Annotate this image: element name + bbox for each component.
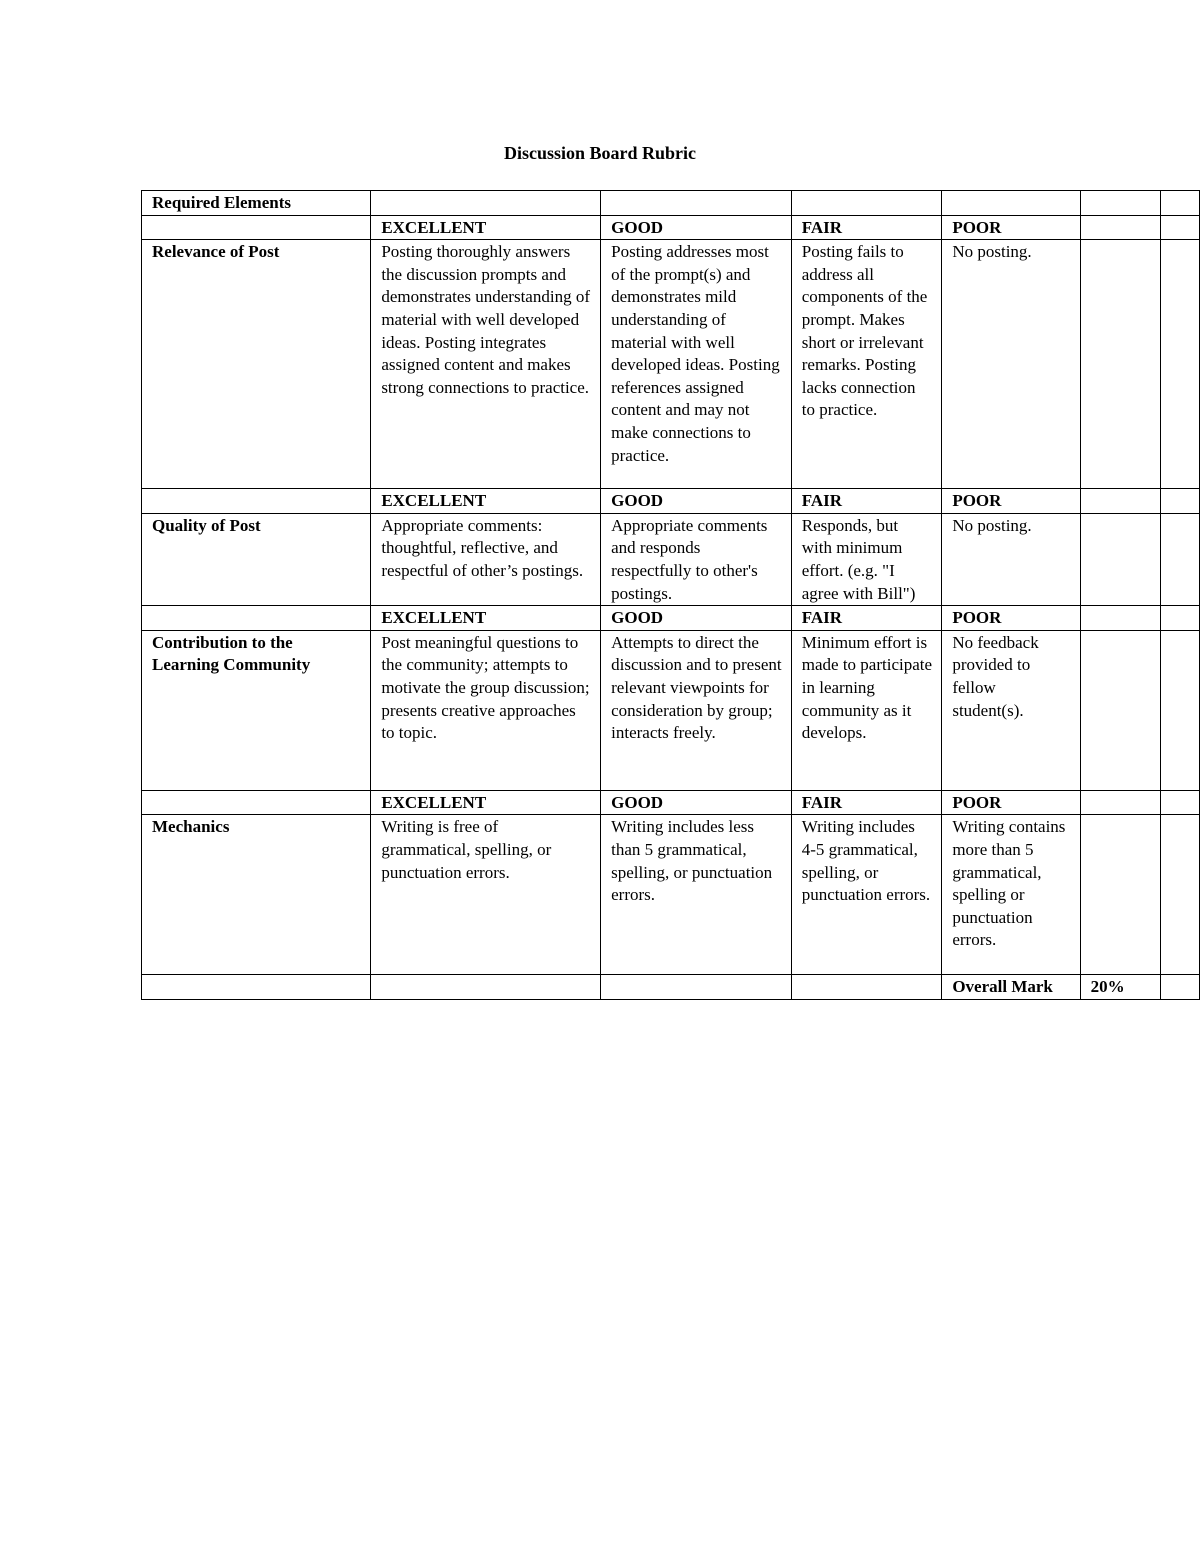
- criterion-row: [142, 815, 1200, 975]
- empty-cell: [1161, 191, 1200, 216]
- fair-descriptor: Writing includes 4-5 grammatical, spelling, or punctuation errors.: [791, 815, 942, 975]
- level-good: GOOD: [601, 489, 792, 514]
- fair-descriptor: Posting fails to address all components of the prompt. Makes short or irrelevant remarks. Posting lacks connection to practice.: [791, 240, 942, 489]
- empty-cell: [142, 489, 371, 514]
- empty-cell: [1161, 790, 1200, 815]
- fair-descriptor: Minimum effort is made to participate in learning community as it develops.: [791, 630, 942, 790]
- empty-cell: [942, 191, 1080, 216]
- overall-row: [142, 975, 1200, 1000]
- empty-cell: [601, 975, 792, 1000]
- empty-cell: [1080, 489, 1160, 514]
- level-fair: FAIR: [791, 215, 942, 240]
- empty-cell: [1161, 489, 1200, 514]
- empty-cell: [791, 191, 942, 216]
- overall-mark-value: 20%: [1080, 975, 1160, 1000]
- good-descriptor: Writing includes less than 5 grammatical, spelling, or punctuation errors.: [601, 815, 792, 975]
- level-excellent: EXCELLENT: [371, 606, 601, 631]
- empty-cell: [142, 975, 371, 1000]
- overall-mark-label: Overall Mark: [942, 975, 1080, 1000]
- level-excellent: EXCELLENT: [371, 790, 601, 815]
- excellent-descriptor: Writing is free of grammatical, spelling, or punctuation errors.: [371, 815, 601, 975]
- empty-cell: [142, 790, 371, 815]
- good-descriptor: Attempts to direct the discussion and to present relevant viewpoints for consideration by group; interacts freely.: [601, 630, 792, 790]
- level-poor: POOR: [942, 606, 1080, 631]
- criterion-row: [142, 513, 1200, 605]
- criterion-row: [142, 240, 1200, 489]
- empty-cell: [1161, 975, 1200, 1000]
- criterion-name: Mechanics: [142, 815, 371, 975]
- table-header-row: [142, 191, 1200, 216]
- empty-cell: [1161, 513, 1200, 605]
- empty-cell: [1080, 815, 1160, 975]
- rubric-table: [141, 190, 1200, 1000]
- empty-cell: [1161, 215, 1200, 240]
- level-poor: POOR: [942, 489, 1080, 514]
- criterion-name: Quality of Post: [142, 513, 371, 605]
- criterion-row: [142, 630, 1200, 790]
- level-excellent: EXCELLENT: [371, 215, 601, 240]
- empty-cell: [1161, 630, 1200, 790]
- empty-cell: [1161, 240, 1200, 489]
- poor-descriptor: Writing contains more than 5 grammatical, spelling or punctuation errors.: [942, 815, 1080, 975]
- page-title: Discussion Board Rubric: [503, 143, 697, 163]
- fair-descriptor: Responds, but with minimum effort. (e.g. "I agree with Bill"): [791, 513, 942, 605]
- required-elements-heading: Required Elements: [142, 191, 371, 216]
- level-fair: FAIR: [791, 489, 942, 514]
- empty-cell: [1080, 513, 1160, 605]
- level-header-row: [142, 215, 1200, 240]
- empty-cell: [1161, 606, 1200, 631]
- level-good: GOOD: [601, 215, 792, 240]
- level-header-row: [142, 790, 1200, 815]
- excellent-descriptor: Post meaningful questions to the community; attempts to motivate the group discussion; presents creative approaches to topic.: [371, 630, 601, 790]
- level-good: GOOD: [601, 606, 792, 631]
- good-descriptor: Appropriate comments and responds respectfully to other's postings.: [601, 513, 792, 605]
- empty-cell: [371, 975, 601, 1000]
- level-fair: FAIR: [791, 790, 942, 815]
- empty-cell: [1080, 606, 1160, 631]
- empty-cell: [601, 191, 792, 216]
- empty-cell: [1080, 215, 1160, 240]
- empty-cell: [1080, 191, 1160, 216]
- criterion-name: Relevance of Post: [142, 240, 371, 489]
- empty-cell: [791, 975, 942, 1000]
- empty-cell: [142, 215, 371, 240]
- empty-cell: [371, 191, 601, 216]
- level-excellent: EXCELLENT: [371, 489, 601, 514]
- empty-cell: [142, 606, 371, 631]
- level-poor: POOR: [942, 790, 1080, 815]
- good-descriptor: Posting addresses most of the prompt(s) and demonstrates mild understanding of material with well developed ideas. Posting references assigned content and may not make connections to practice.: [601, 240, 792, 489]
- criterion-name: Contribution to the Learning Community: [142, 630, 371, 790]
- level-header-row: [142, 489, 1200, 514]
- poor-descriptor: No posting.: [942, 240, 1080, 489]
- level-poor: POOR: [942, 215, 1080, 240]
- excellent-descriptor: Appropriate comments: thoughtful, reflective, and respectful of other’s postings.: [371, 513, 601, 605]
- poor-descriptor: No feedback provided to fellow student(s).: [942, 630, 1080, 790]
- empty-cell: [1161, 815, 1200, 975]
- empty-cell: [1080, 790, 1160, 815]
- empty-cell: [1080, 240, 1160, 489]
- level-header-row: [142, 606, 1200, 631]
- empty-cell: [1080, 630, 1160, 790]
- excellent-descriptor: Posting thoroughly answers the discussion prompts and demonstrates understanding of material with well developed ideas. Posting integrates assigned content and makes strong connections to practice.: [371, 240, 601, 489]
- poor-descriptor: No posting.: [942, 513, 1080, 605]
- level-good: GOOD: [601, 790, 792, 815]
- level-fair: FAIR: [791, 606, 942, 631]
